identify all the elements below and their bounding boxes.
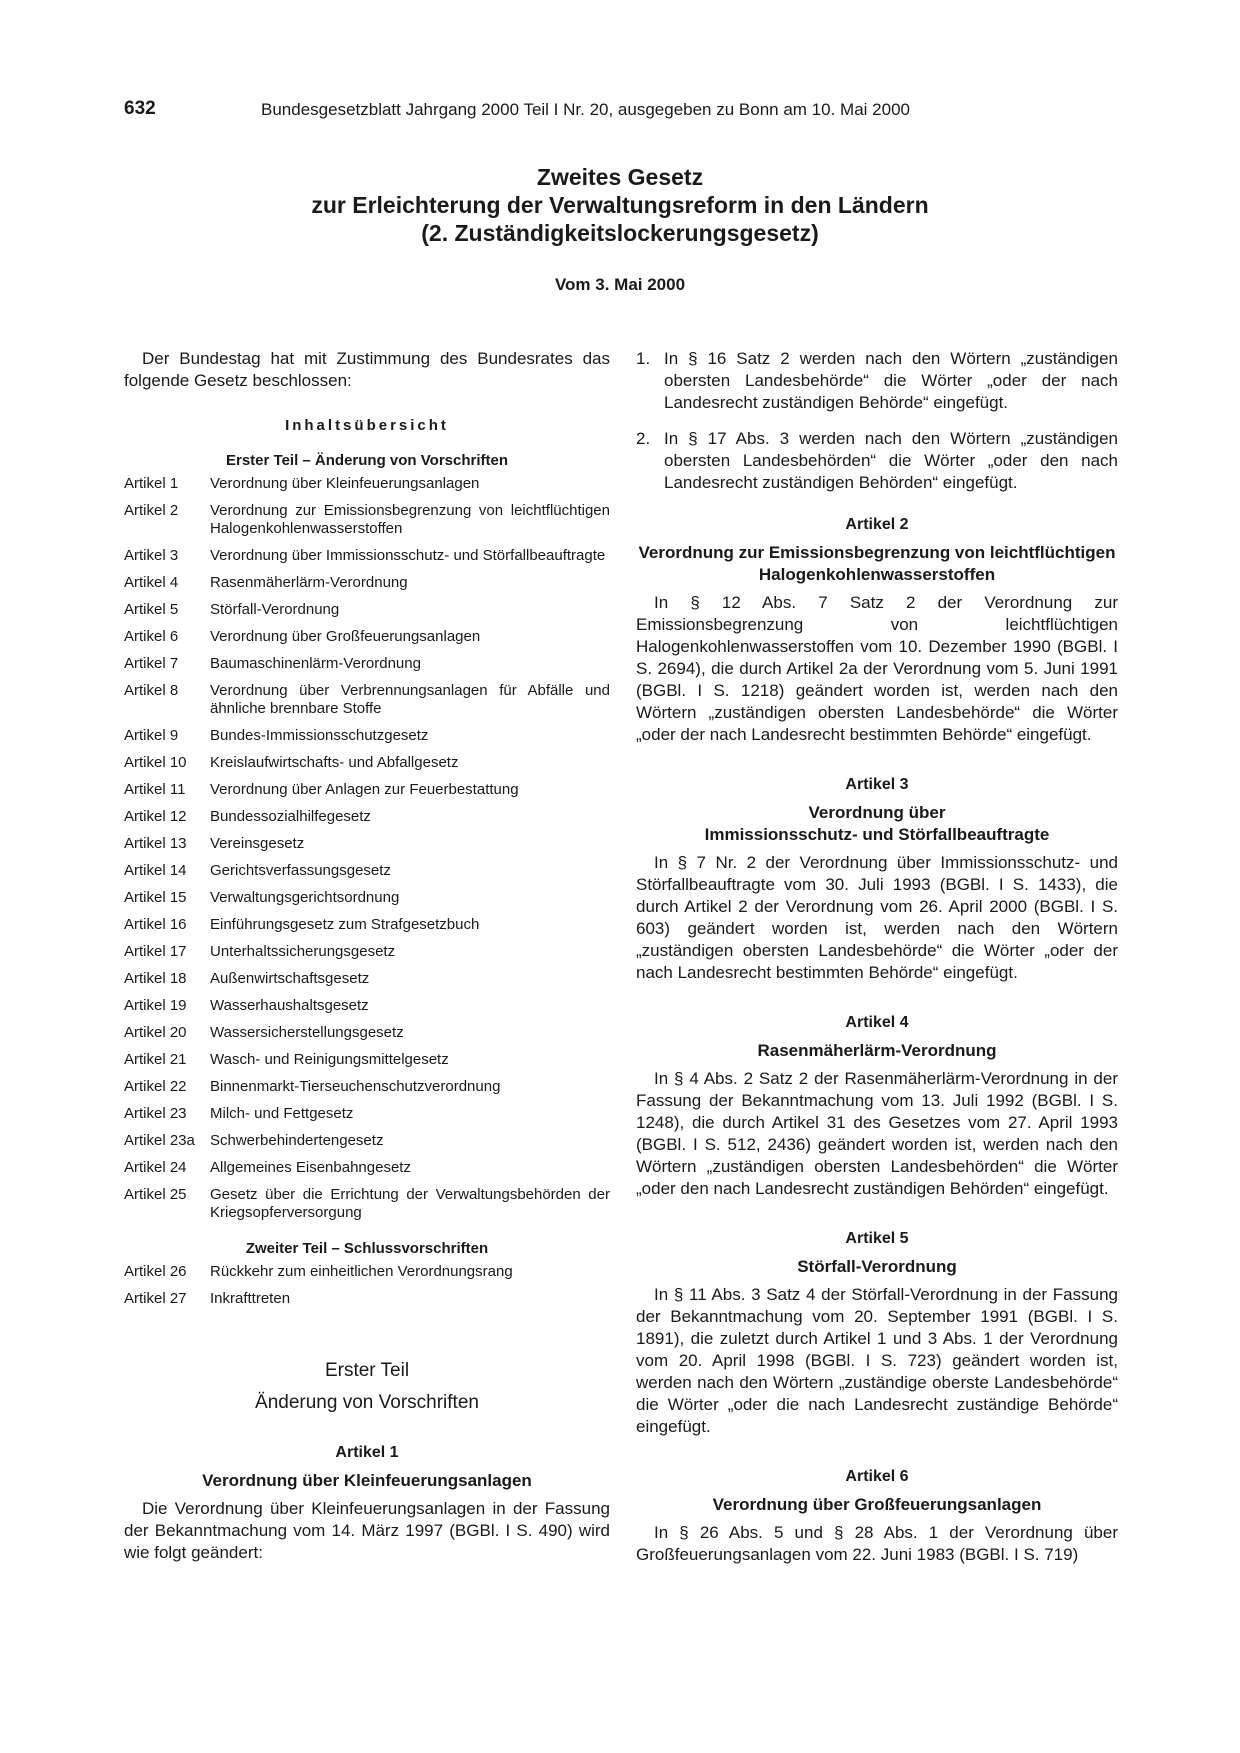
- toc-entry-title: Bundessozialhilfegesetz: [210, 808, 371, 825]
- article6-text: In § 26 Abs. 5 und § 28 Abs. 1 der Verordnung über Großfeuerungsanlagen vom 22. Juni 1983 (BGBl. I S. 719): [636, 1523, 1118, 1564]
- toc-entry-number: Artikel 13: [124, 835, 187, 852]
- article3-text: In § 7 Nr. 2 der Verordnung über Immissionsschutz- und Störfallbeauftragte vom 30. Juli 1993 (BGBl. I S. 1433), die durch Artikel 2 der Verordnung vom 26. April 2000 (BGBl. I S. 603) geändert worden ist, werden nach den Wörtern „zuständigen obersten Landesbehörde“ die Wörter „oder der nach Landesrecht bestimmten Behörde“ eingefügt.: [636, 853, 1118, 982]
- page-number: 632: [124, 98, 156, 119]
- article1-item-number: 1.: [636, 349, 651, 368]
- toc-entry-title: Störfall-Verordnung: [210, 601, 340, 618]
- toc-entry-number: Artikel 27: [124, 1290, 187, 1307]
- toc-entry-title: Rasenmäherlärm-Verordnung: [210, 574, 408, 591]
- article2-text: In § 12 Abs. 7 Satz 2 der Verordnung zur Emissionsbegrenzung von leichtflüchtigen Halogenkohlenwasserstoffen vom 10. Dezember 1990 (BGBl. I S. 2694), die durch Artikel 2a der Verordnung vom 5. Juni 1991 (BGBl. I S. 1218) geändert worden ist, werden nach den Wörtern „zuständigen obersten Landesbehörde“ die Wörter „oder der nach Landesrecht bestimmten Behörde“ eingefügt.: [636, 593, 1118, 744]
- toc-entry-number: Artikel 4: [124, 574, 179, 591]
- toc-entry-number: Artikel 11: [124, 781, 186, 798]
- toc-entry: [124, 781, 610, 799]
- toc-entry-title: Inkrafttreten: [210, 1290, 291, 1307]
- toc-entry-number: Artikel 14: [124, 862, 187, 879]
- article4-text: In § 4 Abs. 2 Satz 2 der Rasenmäherlärm-Verordnung in der Fassung der Bekanntmachung vom 13. Juli 1992 (BGBl. I S. 1248), die durch Artikel 31 des Gesetzes vom 27. April 1993 (BGBl. I S. 512, 2436) geändert worden ist, werden nach den Wörtern „zuständigen obersten Landesbehörden“ die Wörter „oder den nach Landesrecht zuständigen Behörden“ eingefügt.: [636, 1069, 1118, 1198]
- law-title-line-1: Zweites Gesetz: [536, 164, 704, 190]
- toc-entry-title: Einführungsgesetz zum Strafgesetzbuch: [210, 916, 480, 933]
- article1-item-text: In § 16 Satz 2 werden nach den Wörtern „zuständigen obersten Landesbehörde“ die Wörter „oder der nach Landesrecht zuständigen Behörde“ eingefügt.: [664, 349, 1118, 412]
- toc-entry: [124, 916, 610, 934]
- toc-entry: [124, 1078, 610, 1096]
- toc-heading: Inhaltsübersicht: [285, 417, 449, 434]
- article1-item-number: 2.: [636, 429, 651, 448]
- toc-entry-number: Artikel 10: [124, 754, 187, 771]
- toc-entry: [124, 1186, 610, 1222]
- toc-entry-number: Artikel 17: [124, 943, 187, 960]
- toc-entry-title: Wasch- und Reinigungsmittelgesetz: [210, 1051, 449, 1068]
- toc-entry-number: Artikel 8: [124, 682, 179, 699]
- law-date: Vom 3. Mai 2000: [554, 275, 686, 294]
- toc-entry: [124, 574, 610, 592]
- toc-entry: [124, 727, 610, 745]
- toc-entry-number: Artikel 9: [124, 727, 179, 744]
- toc-entry-title: Gerichtsverfassungsgesetz: [210, 862, 391, 879]
- article4-title: Rasenmäherlärm-Verordnung: [757, 1041, 997, 1060]
- running-header: Bundesgesetzblatt Jahrgang 2000 Teil I Nr. 20, ausgegeben zu Bonn am 10. Mai 2000: [261, 100, 910, 119]
- toc-entry: [124, 943, 610, 961]
- toc-entry-title: Rückkehr zum einheitlichen Verordnungsrang: [210, 1263, 513, 1280]
- toc-entry-title: Schwerbehindertengesetz: [210, 1132, 384, 1149]
- toc-entry: [124, 889, 610, 907]
- toc-entry-number: Artikel 21: [124, 1051, 187, 1068]
- toc-entry: [124, 682, 610, 718]
- toc-part2-list: [124, 1263, 610, 1308]
- toc-entry-number: Artikel 24: [124, 1159, 187, 1176]
- intro-paragraph: Der Bundestag hat mit Zustimmung des Bundesrates das folgende Gesetz beschlossen:: [124, 349, 610, 390]
- article3-label: Artikel 3: [845, 776, 909, 793]
- toc-part2-title: Zweiter Teil – Schlussvorschriften: [245, 1240, 489, 1257]
- toc-entry: [124, 547, 610, 565]
- toc-entry-number: Artikel 22: [124, 1078, 187, 1095]
- toc-entry-number: Artikel 1: [124, 475, 179, 492]
- toc-entry-title: Vereinsgesetz: [210, 835, 305, 852]
- toc-entry-title: Verordnung über Anlagen zur Feuerbestattung: [210, 781, 519, 798]
- toc-part1-list: [124, 475, 610, 1222]
- toc-entry: [124, 1051, 610, 1069]
- toc-entry-title: Verordnung über Verbrennungsanlagen für Abfälle und ähnliche brennbare Stoffe: [210, 682, 610, 717]
- toc-entry-number: Artikel 23a: [124, 1132, 195, 1149]
- toc-entry: [124, 1159, 610, 1177]
- article5-text: In § 11 Abs. 3 Satz 4 der Störfall-Verordnung in der Fassung der Bekanntmachung vom 20. September 1991 (BGBl. I S. 1891), die zuletzt durch Artikel 1 und 3 Abs. 1 der Verordnung vom 20. April 1998 (BGBl. I S. 723) geändert worden ist, werden nach den Wörtern „zuständige oberste Landesbehörde“ die Wörter „oder die nach Landesrecht zuständige Behörde“ eingefügt.: [636, 1285, 1118, 1436]
- left-column: [124, 348, 610, 1564]
- law-title: [124, 163, 1116, 247]
- article1-item-text: In § 17 Abs. 3 werden nach den Wörtern „zuständigen obersten Landesbehörden“ die Wörter „oder den nach Landesrecht zuständigen Behörden“ eingefügt.: [664, 429, 1118, 492]
- part1-title: Erster Teil: [324, 1360, 410, 1381]
- toc-entry-title: Verordnung über Kleinfeuerungsanlagen: [210, 475, 480, 492]
- toc-entry: [124, 808, 610, 826]
- article4-label: Artikel 4: [845, 1014, 909, 1031]
- toc-entry-title: Allgemeines Eisenbahngesetz: [210, 1159, 411, 1176]
- article3-title-line-2: Immissionsschutz- und Störfallbeauftragte: [704, 825, 1050, 844]
- article1-label: Artikel 1: [335, 1444, 399, 1461]
- article6-title: Verordnung über Großfeuerungsanlagen: [712, 1495, 1042, 1514]
- toc-entry: [124, 1290, 610, 1308]
- toc-entry: [124, 1132, 610, 1150]
- article2-title: Verordnung zur Emissionsbegrenzung von leichtflüchtigen Halogenkohlenwasserstoffen: [638, 543, 1116, 584]
- article2-label: Artikel 2: [845, 516, 909, 533]
- toc-entry-title: Verordnung über Immissionsschutz- und Störfallbeauftragte: [210, 547, 606, 564]
- toc-entry-number: Artikel 26: [124, 1263, 187, 1280]
- toc-entry-title: Gesetz über die Errichtung der Verwaltungsbehörden der Kriegsopferversorgung: [210, 1186, 610, 1221]
- toc-entry-number: Artikel 3: [124, 547, 179, 564]
- right-column: [636, 348, 1118, 1566]
- toc-entry-number: Artikel 15: [124, 889, 187, 906]
- part1-subtitle: Änderung von Vorschriften: [255, 1392, 479, 1413]
- toc-entry: [124, 655, 610, 673]
- toc-entry-title: Wasserhaushaltsgesetz: [210, 997, 369, 1014]
- toc-entry-number: Artikel 2: [124, 502, 179, 519]
- toc-part1-title: Erster Teil – Änderung von Vorschriften: [226, 452, 508, 469]
- toc-entry: [124, 628, 610, 646]
- article3-title-line-1: Verordnung über: [808, 803, 946, 822]
- toc-entry-title: Bundes-Immissionsschutzgesetz: [210, 727, 429, 744]
- toc-entry: [124, 601, 610, 619]
- toc-entry-title: Außenwirtschaftsgesetz: [210, 970, 370, 987]
- toc-entry-title: Verwaltungsgerichtsordnung: [210, 889, 400, 906]
- toc-entry: [124, 970, 610, 988]
- toc-entry-number: Artikel 18: [124, 970, 187, 987]
- article1-item: [636, 428, 1118, 494]
- toc-entry: [124, 862, 610, 880]
- toc-entry: [124, 835, 610, 853]
- toc-entry-title: Binnenmarkt-Tierseuchenschutzverordnung: [210, 1078, 501, 1095]
- article1-text: Die Verordnung über Kleinfeuerungsanlagen in der Fassung der Bekanntmachung vom 14. März 1997 (BGBl. I S. 490) wird wie folgt geändert:: [124, 1499, 610, 1562]
- toc-entry: [124, 1105, 610, 1123]
- toc-entry-number: Artikel 12: [124, 808, 187, 825]
- toc-entry-number: Artikel 7: [124, 655, 179, 672]
- toc-entry-title: Milch- und Fettgesetz: [210, 1105, 354, 1122]
- toc-entry-title: Unterhaltssicherungsgesetz: [210, 943, 396, 960]
- article5-title: Störfall-Verordnung: [797, 1257, 957, 1276]
- article1-item: [636, 348, 1118, 414]
- toc-entry-number: Artikel 19: [124, 997, 187, 1014]
- toc-entry: [124, 997, 610, 1015]
- toc-entry-title: Verordnung zur Emissionsbegrenzung von leichtflüchtigen Halogenkohlenwasserstoffen: [210, 502, 610, 537]
- toc-entry-number: Artikel 5: [124, 601, 179, 618]
- law-title-line-2: zur Erleichterung der Verwaltungsreform in den Ländern: [311, 192, 929, 218]
- toc-entry: [124, 502, 610, 538]
- toc-entry: [124, 475, 610, 493]
- toc-entry-number: Artikel 23: [124, 1105, 187, 1122]
- article1-title: Verordnung über Kleinfeuerungsanlagen: [202, 1471, 532, 1490]
- toc-entry-title: Baumaschinenlärm-Verordnung: [210, 655, 421, 672]
- toc-entry-title: Wassersicherstellungsgesetz: [210, 1024, 404, 1041]
- law-title-line-3: (2. Zuständigkeitslockerungsgesetz): [421, 220, 819, 246]
- article5-label: Artikel 5: [845, 1230, 909, 1247]
- toc-entry: [124, 1263, 610, 1281]
- toc-entry-number: Artikel 16: [124, 916, 187, 933]
- toc-entry: [124, 1024, 610, 1042]
- article3-title: [636, 802, 1118, 846]
- article6-label: Artikel 6: [845, 1468, 909, 1485]
- toc-entry: [124, 754, 610, 772]
- toc-entry-number: Artikel 25: [124, 1186, 187, 1203]
- toc-entry-number: Artikel 6: [124, 628, 179, 645]
- toc-entry-title: Verordnung über Großfeuerungsanlagen: [210, 628, 481, 645]
- toc-entry-number: Artikel 20: [124, 1024, 187, 1041]
- toc-entry-title: Kreislaufwirtschafts- und Abfallgesetz: [210, 754, 459, 771]
